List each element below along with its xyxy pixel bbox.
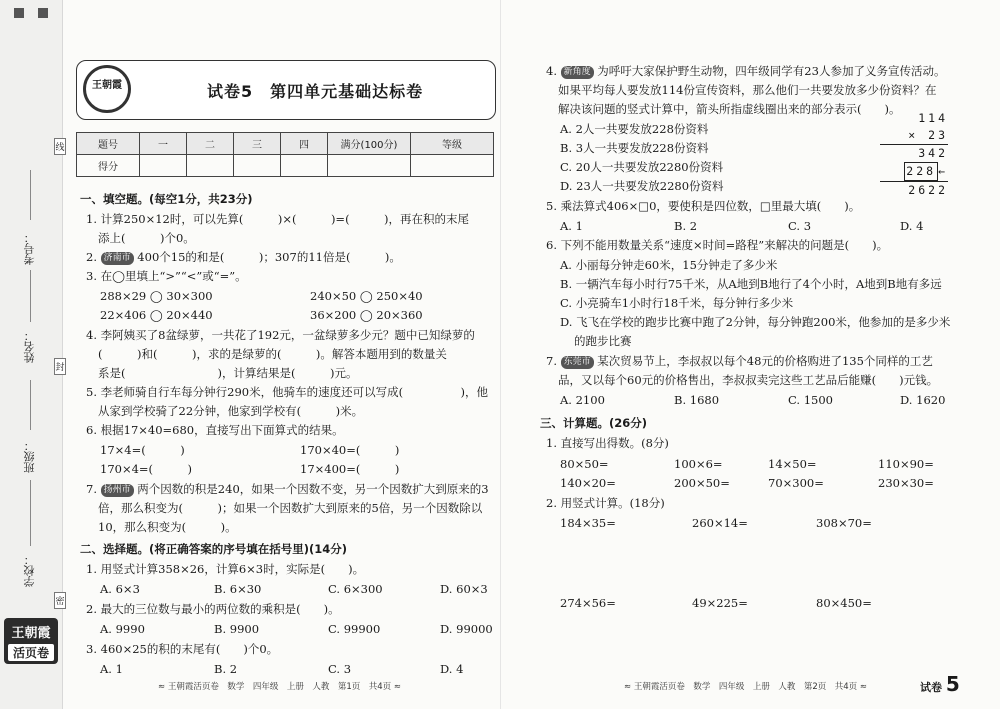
dashed-highlight: 228 xyxy=(904,162,938,181)
question-line: 7. 东莞市 某次贸易节上，李叔叔以每个48元的价格购进了135个同样的工艺 xyxy=(546,354,933,368)
school-line xyxy=(30,480,31,546)
calc-item: 14×50= xyxy=(768,457,817,471)
option-c: C. 20人一共要发放2280份资料 xyxy=(560,160,724,174)
score-input-cell[interactable] xyxy=(328,155,411,177)
calc-item: 200×50= xyxy=(674,476,730,490)
table-cell: 题号 xyxy=(77,133,140,155)
question-line: 3. 460×25的积的末尾有( )个0。 xyxy=(86,642,279,656)
page-badge-number: 5 xyxy=(945,672,960,696)
calc-item: 170×4=( ) xyxy=(100,462,193,476)
score-input-cell[interactable] xyxy=(140,155,187,177)
section-calc: 三、计算题。(26分) xyxy=(540,416,648,430)
cut-mark: 密 xyxy=(54,592,66,609)
brand-logo-line2: 活页卷 xyxy=(8,644,54,661)
calc-item: 308×70= xyxy=(816,516,872,530)
option-c: C. 6×300 xyxy=(328,582,383,596)
name-line xyxy=(30,270,31,322)
table-cell: 二 xyxy=(187,133,234,155)
score-input-cell[interactable] xyxy=(281,155,328,177)
question-line: 5. 乘法算式406×□0，要使积是四位数，□里最大填( )。 xyxy=(546,199,861,213)
question-line: 品，又以每个60元的价格售出，李叔叔卖完这些工艺品后能赚( )元钱。 xyxy=(558,373,939,387)
calc-item: 274×56= xyxy=(560,596,616,610)
calc-item: 140×20= xyxy=(560,476,616,490)
calc-item: 110×90= xyxy=(878,457,934,471)
option-b: B. 1680 xyxy=(674,393,720,407)
score-input-cell[interactable] xyxy=(187,155,234,177)
section-choice: 二、选择题。(将正确答案的序号填在括号里)(14分) xyxy=(80,542,348,556)
region-tag: 东莞市 xyxy=(561,356,594,369)
question-line: 解决该问题的竖式计算中，箭头所指虚线圈出来的部分表示( )。 xyxy=(558,102,901,116)
question-line: 2. 最大的三位数与最小的两位数的乘积是( )。 xyxy=(86,602,340,616)
region-tag: 新角度 xyxy=(561,66,594,79)
option-d-cont: 的跑步比赛 xyxy=(574,334,632,348)
brand-logo xyxy=(4,618,58,664)
table-cell: 满分(100分) xyxy=(328,133,411,155)
name-label: 姓名： xyxy=(23,330,36,363)
compare-item: 22×406 ◯ 20×440 xyxy=(100,308,213,322)
calc-item: 17×4=( ) xyxy=(100,443,185,457)
question-line: 1. 直接写出得数。(8分) xyxy=(546,436,669,450)
brand-seal: 王朝霞 xyxy=(83,65,131,113)
mult-row: 342 xyxy=(880,144,948,162)
calc-item: 184×35= xyxy=(560,516,616,530)
mult-row: 114 xyxy=(918,111,948,125)
exam-number-label: 考号： xyxy=(23,232,36,265)
option-d: D. 4 xyxy=(440,662,464,676)
question-line: 7. 扬州市 两个因数的积是240，如果一个因数不变，另一个因数扩大到原来的3 xyxy=(86,482,489,496)
option-c: C. 小亮骑车1小时行18千米，每分钟行多少米 xyxy=(560,296,794,310)
question-line: 10，那么积变为( )。 xyxy=(98,520,237,534)
table-cell: 得分 xyxy=(77,155,140,177)
mult-row: 2622 xyxy=(880,181,948,199)
option-a: A. 小丽每分钟走60米，15分钟走了多少米 xyxy=(560,258,778,272)
class-line xyxy=(30,380,31,430)
table-cell: 一 xyxy=(140,133,187,155)
table-cell: 四 xyxy=(281,133,328,155)
question-line: 添上( )个0。 xyxy=(98,231,195,245)
question-line: 1. 用竖式计算358×26，计算6×3时，实际是( )。 xyxy=(86,562,365,576)
question-line: 1. 计算250×12时，可以先算( )×( )=( )，再在积的末尾 xyxy=(86,212,470,226)
corner-mark xyxy=(38,8,48,18)
section-fill-in: 一、填空题。(每空1分，共23分) xyxy=(80,192,253,206)
option-d: D. 99000 xyxy=(440,622,493,636)
page-title: 试卷5 第四单元基础达标卷 xyxy=(207,82,424,101)
calc-item: 80×450= xyxy=(816,596,872,610)
option-b: B. 6×30 xyxy=(214,582,262,596)
calc-item: 230×30= xyxy=(878,476,934,490)
option-d: D. 4 xyxy=(900,219,924,233)
option-d: D. 飞飞在学校的跑步比赛中跑了2分钟，每分钟跑200米，他参加的是多少米 xyxy=(560,315,951,329)
class-label: 班级： xyxy=(23,440,36,473)
option-a: A. 1 xyxy=(560,219,583,233)
school-label: 学校： xyxy=(23,554,36,587)
footer-left: ≈ 王朝霞活页卷 数学 四年级 上册 人教 第1页 共4页 ≈ xyxy=(158,682,401,692)
score-table-header-row xyxy=(77,133,494,155)
question-line: 2. 用竖式计算。(18分) xyxy=(546,496,665,510)
cut-mark: 封 xyxy=(54,358,66,375)
footer-right: ≈ 王朝霞活页卷 数学 四年级 上册 人教 第2页 共4页 ≈ xyxy=(624,682,867,692)
question-line: 4. 新角度 为呼吁大家保护野生动物，四年级同学有23人参加了义务宣传活动。 xyxy=(546,64,946,78)
vertical-multiplication xyxy=(880,110,948,199)
cut-mark: 线 xyxy=(54,138,66,155)
page-badge xyxy=(920,672,960,696)
option-c: C. 3 xyxy=(328,662,352,676)
option-a: A. 6×3 xyxy=(100,582,140,596)
score-table-row xyxy=(77,155,494,177)
option-b: B. 9900 xyxy=(214,622,260,636)
option-c: C. 99900 xyxy=(328,622,381,636)
question-line: 如果平均每人要发放114份宣传资料，那么他们一共要发放多少份资料？在 xyxy=(558,83,937,97)
option-c: C. 1500 xyxy=(788,393,833,407)
corner-mark xyxy=(14,8,24,18)
score-input-cell[interactable] xyxy=(411,155,494,177)
question-line: 倍，那么积变为( )；如果一个因数扩大到原来的5倍，另一个因数除以 xyxy=(98,501,483,515)
calc-item: 260×14= xyxy=(692,516,748,530)
calc-item: 100×6= xyxy=(674,457,723,471)
option-a: A. 1 xyxy=(100,662,123,676)
region-tag: 济南市 xyxy=(101,252,134,265)
question-line: 6. 下列不能用数量关系“速度×时间=路程”来解决的问题是( )。 xyxy=(546,238,889,252)
option-a: A. 2人一共要发放228份资料 xyxy=(560,122,709,136)
option-a: A. 2100 xyxy=(560,393,605,407)
compare-item: 288×29 ◯ 30×300 xyxy=(100,289,213,303)
compare-item: 240×50 ◯ 250×40 xyxy=(310,289,423,303)
question-line: 4. 李阿姨买了8盆绿萝，一共花了192元，一盆绿萝多少元？题中已知绿萝的 xyxy=(86,328,475,342)
option-b: B. 2 xyxy=(674,219,698,233)
compare-item: 36×200 ◯ 20×360 xyxy=(310,308,423,322)
question-line: 3. 在◯里填上“>”“<”或“=”。 xyxy=(86,269,247,283)
calc-item: 170×40=( ) xyxy=(300,443,400,457)
question-line: ( )和( )，求的是绿萝的( )。解答本题用到的数量关 xyxy=(98,347,447,361)
brand-logo-line1: 王朝霞 xyxy=(11,626,51,641)
question-line: 6. 根据17×40=680，直接写出下面算式的结果。 xyxy=(86,423,344,437)
option-c: C. 3 xyxy=(788,219,812,233)
question-line: 从家到学校骑了22分钟，他家到学校有( )米。 xyxy=(98,404,364,418)
exam-number-line xyxy=(30,170,31,220)
table-cell: 等级 xyxy=(411,133,494,155)
page-fold xyxy=(500,0,501,709)
option-b: B. 3人一共要发放228份资料 xyxy=(560,141,709,155)
option-d: D. 23人一共要发放2280份资料 xyxy=(560,179,724,193)
binding-strip xyxy=(0,0,63,709)
score-table xyxy=(76,132,494,177)
region-tag: 扬州市 xyxy=(101,484,134,497)
question-line: 系是( )，计算结果是( )元。 xyxy=(98,366,358,380)
option-d: D. 1620 xyxy=(900,393,946,407)
question-line: 5. 李老师骑自行车每分钟行290米，他骑车的速度还可以写成( )，他 xyxy=(86,385,489,399)
option-b: B. 一辆汽车每小时行75千米，从A地到B地行了4个小时，A地到B地有多远 xyxy=(560,277,942,291)
page-badge-label: 试卷 xyxy=(920,681,942,694)
option-b: B. 2 xyxy=(214,662,238,676)
score-input-cell[interactable] xyxy=(234,155,281,177)
calc-item: 49×225= xyxy=(692,596,748,610)
mult-row: × 23 xyxy=(908,128,948,142)
calc-item: 17×400=( ) xyxy=(300,462,400,476)
calc-item: 80×50= xyxy=(560,457,609,471)
option-d: D. 60×3 xyxy=(440,582,488,596)
title-box xyxy=(76,60,496,120)
option-a: A. 9990 xyxy=(100,622,145,636)
mult-row-highlight: 228 ← xyxy=(880,162,948,181)
question-line: 2. 济南市 400个15的和是( )；307的11倍是( )。 xyxy=(86,250,401,264)
table-cell: 三 xyxy=(234,133,281,155)
calc-item: 70×300= xyxy=(768,476,824,490)
